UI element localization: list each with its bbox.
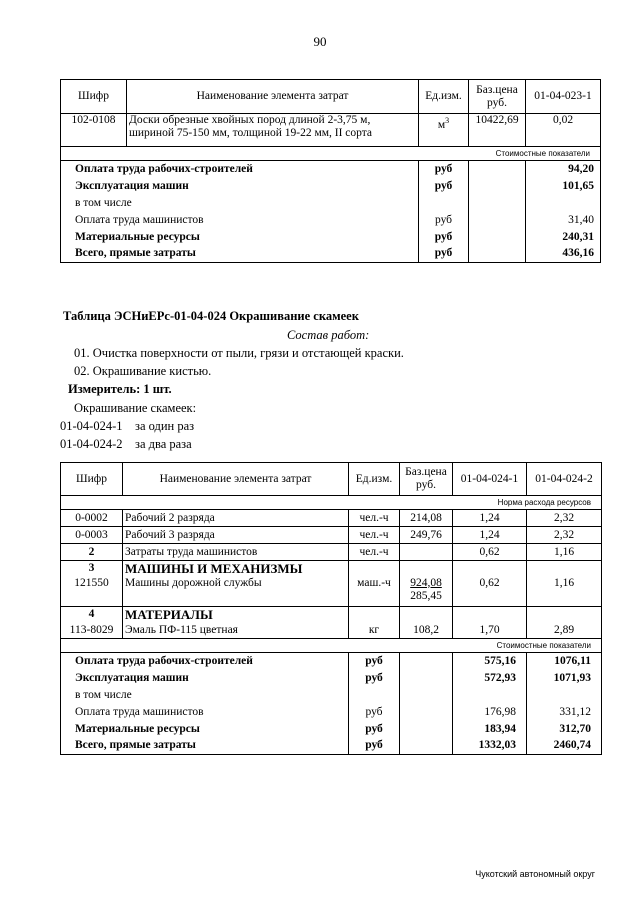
resource-table-2 [60,462,602,755]
summary-value: 436,16 [526,246,601,263]
row-price: 108,2 [400,623,453,639]
summary-empty [469,246,526,263]
summary-empty [400,670,453,687]
group-empty [400,561,453,577]
row-code: 102-0108 [61,114,127,147]
row-value2: 2,89 [527,623,602,639]
summary-value: 101,65 [526,178,601,195]
summary-unit: руб [349,653,400,670]
row-code: 113-8029 [61,623,123,639]
row-unit: кг [349,623,400,639]
row-name: Рабочий 2 разряда [123,510,349,527]
row-value2: 1,16 [527,577,602,607]
col-value2-header: 01-04-024-2 [527,463,602,496]
summary-row [61,721,602,738]
summary-row [61,653,602,670]
table-row [61,544,602,561]
row-price: 214,08 [400,510,453,527]
summary-name: в том числе [61,687,349,704]
group-name: МАТЕРИАЛЫ [123,607,349,623]
summary-empty [400,738,453,755]
summary-row [61,246,601,263]
summary-value1 [453,687,527,704]
summary-value1: 572,93 [453,670,527,687]
summary-name: Материальные ресурсы [61,229,419,246]
row-value: 0,02 [526,114,601,147]
row-price [400,577,453,607]
summary-row [61,670,602,687]
col-unit-header: Ед.изм. [349,463,400,496]
summary-unit: руб [349,738,400,755]
group-name: МАШИНЫ И МЕХАНИЗМЫ [123,561,349,577]
summary-value1: 176,98 [453,704,527,721]
group-empty [400,607,453,623]
table-row [61,527,602,544]
summary-value2: 331,12 [527,704,602,721]
table-title: Таблица ЭСНиЕРс-01-04-024 Окрашивание скамеек [63,309,359,323]
group-empty [527,561,602,577]
col-price-header: Баз.цена руб. [400,463,453,496]
group-empty [527,607,602,623]
summary-value: 31,40 [526,212,601,229]
section-row [61,147,601,161]
row-name: Затраты труда машинистов [123,544,349,561]
summary-unit [349,687,400,704]
table-row [61,577,602,607]
col-value-header: 01-04-023-1 [526,80,601,114]
summary-empty [469,212,526,229]
col-name-header: Наименование элемента затрат [127,80,419,114]
row-value1: 1,24 [453,527,527,544]
summary-empty [469,161,526,178]
row-value2: 2,32 [527,527,602,544]
row-name [127,114,419,147]
composition-label: Состав работ: [287,328,370,342]
row-unit-sup: 3 [445,116,450,125]
section-label: Стоимостные показатели [61,639,602,653]
summary-empty [469,195,526,212]
summary-name: Материальные ресурсы [61,721,349,738]
summary-value2: 312,70 [527,721,602,738]
table-row [61,510,602,527]
summary-unit: руб [419,246,469,263]
summary-unit: руб [419,161,469,178]
summary-row [61,687,602,704]
row-code: 2 [61,544,123,561]
table-row [61,623,602,639]
summary-name: Эксплуатация машин [61,670,349,687]
summary-row [61,738,602,755]
summary-empty [400,704,453,721]
col-unit-header: Ед.изм. [419,80,469,114]
summary-name: Оплата труда рабочих-строителей [61,161,419,178]
summary-empty [469,178,526,195]
group-row [61,607,602,623]
footer-region: Чукотский автономный округ [475,869,595,879]
summary-row [61,161,601,178]
section-row [61,639,602,653]
row-price-secondary: 285,45 [410,589,442,602]
summary-empty [400,721,453,738]
row-name-line2: шириной 75-150 мм, толщиной 19-22 мм, II сорта [129,127,373,139]
row-price: 249,76 [400,527,453,544]
page-number: 90 [313,34,327,49]
col-price-header: Баз.цена руб. [469,80,526,114]
norm-label: Норма расхода ресурсов [61,496,602,510]
group-empty [453,561,527,577]
row-name: Машины дорожной службы [123,577,349,607]
summary-name: Оплата труда рабочих-строителей [61,653,349,670]
row-price-primary: 924,08 [410,576,442,589]
summary-unit [419,195,469,212]
summary-unit: руб [419,229,469,246]
work-step-1: 01. Очистка поверхности от пыли, грязи и отстающей краски. [74,346,404,360]
table-header [61,463,602,496]
row-value2: 2,32 [527,510,602,527]
summary-value2: 2460,74 [527,738,602,755]
col-code-header: Шифр [61,80,127,114]
col-name-header: Наименование элемента затрат [123,463,349,496]
variant-label-2: за два раза [135,437,192,451]
col-value1-header: 01-04-024-1 [453,463,527,496]
summary-name: в том числе [61,195,419,212]
row-value1: 1,24 [453,510,527,527]
summary-unit: руб [349,721,400,738]
summary-value2 [527,687,602,704]
meter-label: Измеритель: 1 шт. [68,382,172,396]
col-code-header: Шифр [61,463,123,496]
row-value1: 1,70 [453,623,527,639]
row-value1: 0,62 [453,544,527,561]
row-code: 0-0002 [61,510,123,527]
summary-empty [469,229,526,246]
summary-name: Оплата труда машинистов [61,704,349,721]
summary-name: Оплата труда машинистов [61,212,419,229]
group-empty [349,561,400,577]
summary-value2: 1071,93 [527,670,602,687]
summary-row [61,229,601,246]
table-header [61,80,601,114]
variant-label-1: за один раз [135,419,195,433]
summary-name: Всего, прямые затраты [61,738,349,755]
summary-row [61,178,601,195]
summary-value1: 183,94 [453,721,527,738]
row-value1: 0,62 [453,577,527,607]
summary-empty [400,653,453,670]
summary-value: 94,20 [526,161,601,178]
row-price [400,544,453,561]
row-unit: чел.-ч [349,510,400,527]
subject-label: Окрашивание скамеек: [74,401,197,415]
row-code: 121550 [61,577,123,607]
row-unit: чел.-ч [349,527,400,544]
row-unit: маш.-ч [349,577,400,607]
row-unit [419,114,469,147]
resource-table-1 [60,79,601,263]
row-code: 0-0003 [61,527,123,544]
summary-unit: руб [419,212,469,229]
variant-code-1: 01-04-024-1 [60,419,123,433]
row-unit-base: м [437,118,446,131]
row-price: 10422,69 [469,114,526,147]
summary-unit: руб [349,704,400,721]
work-step-2: 02. Окрашивание кистью. [74,364,212,378]
summary-row [61,212,601,229]
row-value2: 1,16 [527,544,602,561]
summary-row [61,704,602,721]
summary-name: Всего, прямые затраты [61,246,419,263]
row-unit: чел.-ч [349,544,400,561]
group-empty [349,607,400,623]
section-label: Стоимостные показатели [61,147,601,161]
summary-value1: 1332,03 [453,738,527,755]
group-code: 4 [61,607,123,623]
table-row [61,114,601,147]
summary-value [526,195,601,212]
summary-value: 240,31 [526,229,601,246]
section-row [61,496,602,510]
summary-unit: руб [419,178,469,195]
summary-value2: 1076,11 [527,653,602,670]
summary-row [61,195,601,212]
summary-empty [400,687,453,704]
group-row [61,561,602,577]
group-code: 3 [61,561,123,577]
summary-unit: руб [349,670,400,687]
row-name: Эмаль ПФ-115 цветная [123,623,349,639]
group-empty [453,607,527,623]
summary-value1: 575,16 [453,653,527,670]
row-name: Рабочий 3 разряда [123,527,349,544]
row-name-line1: Доски обрезные хвойных пород длиной 2-3,75 м, [129,114,371,126]
summary-name: Эксплуатация машин [61,178,419,195]
variant-code-2: 01-04-024-2 [60,437,123,451]
